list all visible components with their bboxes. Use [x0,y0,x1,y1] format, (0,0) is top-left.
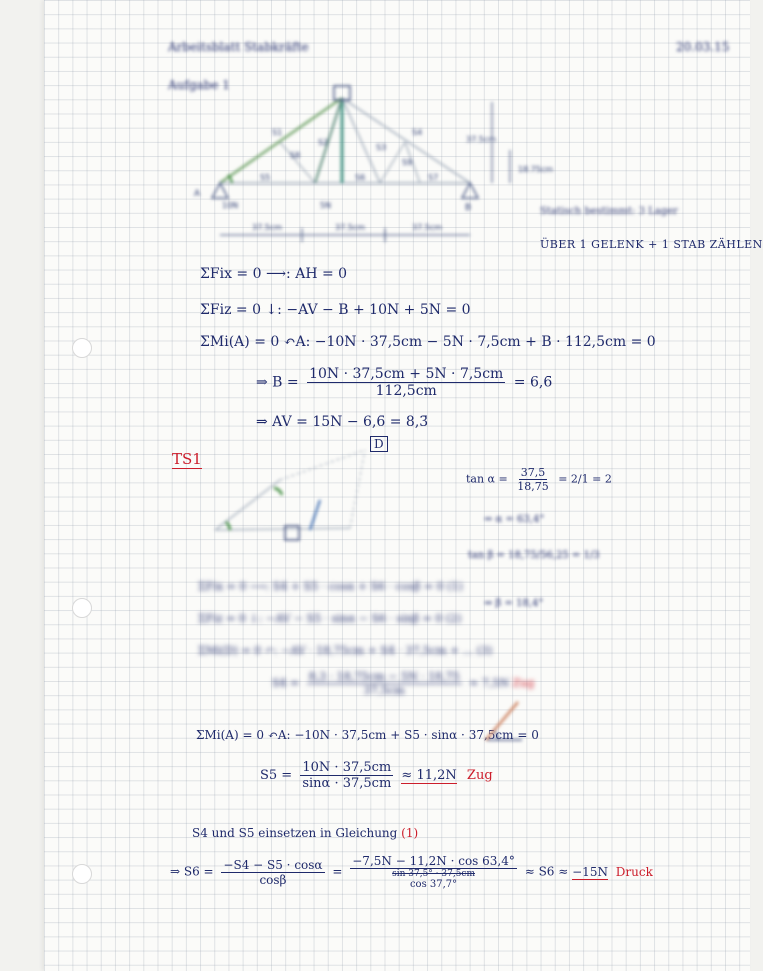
alpha-result: ⇒ α = 63,4° [484,514,545,525]
bar-label-s8: S8 [290,151,301,160]
s6-fraction-2 [350,854,517,890]
eq-b-solution [256,366,552,399]
node-b-label: B [465,203,472,213]
punch-hole-middle [72,598,92,618]
s6-equals: = [332,864,343,879]
s6-frac2-num: −7,5N − 11,2N · cos 63,4° [352,854,515,868]
eq-b-denominator: 112,5cm [375,383,437,399]
s5-lhs: S5 = [260,768,293,783]
load-mid-label: 5N [320,201,332,210]
s6-frac1-den: cosβ [259,872,287,887]
bar-label-s5: S5 [260,173,271,182]
eq-b-result: = 6,6̄ [513,374,553,391]
tan-alpha-lhs: tan α = [466,472,508,486]
eq-av-solution: ⇒ AV = 15N − 6,6̄ = 8,3̄ [256,414,429,430]
eq-b-numerator: 10N · 37,5cm + 5N · 7,5cm [309,366,504,382]
eq-sum-moment: ΣMi(A) = 0 ↶A: −10N · 37,5cm − 5N · 7,5cm + B · 112,5cm = 0 [200,334,656,350]
bar-label-s9: S9 [402,158,413,167]
tan-alpha-den: 18,75 [517,480,549,493]
s6-solution [170,854,653,890]
blur-eq-3: ΣMi(D) = 0 ↶: −AV · 18,75cm + S4 · 37,5cm + ... (3) [198,644,493,657]
punch-hole-top [72,338,92,358]
free-body-sketch [170,440,380,560]
sheet-title: Arbeitsblatt Stabkräfte [168,40,309,54]
dim-height-label: 37.5cm [466,135,497,144]
tan-alpha-fraction [515,466,551,493]
section-point-label: D [370,436,388,452]
blur-eq-4 [272,670,534,697]
bar-label-s7: S7 [428,173,439,182]
s5-tag: Zug [466,768,493,783]
blur-eq-4-num: 8,3 · 18,75cm − 5N · 18,75 [308,670,460,683]
s6-tag: Druck [615,864,653,879]
moment-eq: ΣMi(A) = 0 ↶A: −10N · 37,5cm + S5 · sinα · 37,5cm = 0 [196,728,539,742]
blur-eq-4-result: ≈ 7,5N [469,676,509,690]
eq-sum-fx: ΣFix = 0 ⟶: AH = 0 [200,266,348,282]
task-label: Aufgabe 1 [168,78,230,92]
sheet-date: 20.03.15 [676,40,730,54]
span2-label: 37.5cm [335,223,366,232]
insert-note-text: S4 und S5 einsetzen in Gleichung [192,826,398,840]
eq-b-fraction [307,366,505,399]
bar-label-s1: S1 [272,128,283,137]
blur-eq-4-den: 37,5cm [363,684,405,697]
tan-alpha [466,466,612,493]
blur-eq-1: ΣFix = 0 ⟶: S4 + S5 · cosα + S6 · cosβ = 0 (1) [198,580,463,593]
blur-eq-2: ΣFiz = 0 ↓: −AV − S5 · sinα − S6 · sinβ = 0 (2) [198,612,462,625]
punch-hole-bottom [72,864,92,884]
angle-sketch [478,696,528,748]
bar-label-s4: S4 [412,128,423,137]
statik-note: Statisch bestimmt: 3 Lager [540,206,678,217]
blur-eq-4-fraction [307,670,462,697]
insert-note [192,826,418,840]
blur-eq-4-tag: Zug [512,676,535,690]
bar-label-s2: S2 [318,138,329,147]
insert-note-ref: (1) [401,826,419,840]
s5-fraction [300,760,393,791]
s6-frac2-den-strike: sin 37,5° · 37,5cm [392,869,475,879]
span3-label: 37.5cm [412,223,443,232]
tan-alpha-num: 37,5 [520,466,546,479]
dim-height2-label: 18.75cm [518,165,554,174]
s6-result: −15N [572,864,608,879]
s6-fraction-1 [221,858,324,887]
s6-frac1-num: −S4 − S5 · cosα [223,857,323,872]
tan-beta: tan β = 18,75/56,25 = 1/3 [468,550,600,561]
statik-note-2: ÜBER 1 GELENK + 1 STAB ZÄHLEN [540,238,763,251]
beta-result: ⇒ β = 18,4° [484,598,544,609]
bar-label-s6: S6 [355,173,366,182]
truss-sketch [180,80,554,250]
s6-lhs: ⇒ S6 = [170,864,214,879]
eq-sum-fz: ΣFiz = 0 ↓: −AV − B + 10N + 5N = 0 [200,302,471,318]
load-top-label: 10N [222,201,239,210]
blur-eq-4-lhs: S4 = [272,676,300,690]
section-label-text: TS1 [172,450,202,468]
s5-numerator: 10N · 37,5cm [302,760,392,775]
eq-b-lhs: ⇒ B = [256,374,299,391]
s5-result: ≈ 11,2N [401,768,457,783]
span1-label: 37.5cm [252,223,283,232]
tan-alpha-result: = 2/1 = 2 [558,472,612,486]
bar-label-s3: S3 [376,143,387,152]
node-a-label: A [194,189,201,199]
s5-solution [260,760,493,791]
s5-denominator: sinα · 37,5cm [302,776,392,791]
s6-approx: ≈ S6 ≈ [524,864,569,879]
s6-frac2-den: cos 37,7° [409,879,458,890]
